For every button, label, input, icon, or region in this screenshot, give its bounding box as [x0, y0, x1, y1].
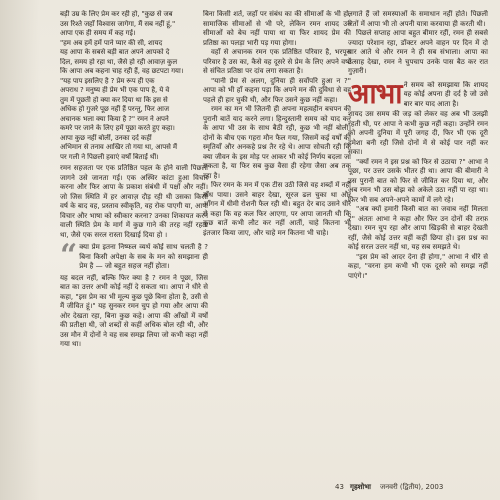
column-1-line: तुम में पूछती हो क्या कर दिया था कि इस से — [60, 95, 168, 104]
magazine-name: गृहशोभा — [350, 483, 371, 491]
column-2-paragraph-2: वहाँ से अचानक रमन एक प्रतिष्ठित परिवार है, भरपूरा परिवार है उस का, कैसे वह दूसरे से प्रेम के लिए अपने वर्षों से संचित प्रतिष्ठा पर दांव लगा सकता है। — [203, 48, 351, 75]
column-3-paragraph-2: पिछले सप्ताह आपा बहुत बीमार रहीं, रमन ही सबसे ज्यादा परेशान रहा, डॉक्टर अपने वाहन पर दिन में दो बार आते थे और रमन ने ही सब संभाला। आपा का उत्साह देखा, रमन ने चुपचाप उनके पास बैठ कर रात गुज़ारी। — [348, 29, 488, 75]
column-2-paragraph-5: फिर रमन के मन में एक टीस उठी जिसे वह शब्दों में नहीं बाँध पाया। उसने बाहर देखा, सूरज ढल चुका था और आँगन में धीमी रोशनी फैल रही थी। बहुत देर बाद उसने धीरे से कहा कि वह कल फिर आएगा, पर आपा जानती थी कि कुछ बातें कभी लौट कर नहीं आतीं, चाहे कितना भी इंतजार किया जाए, और चाहे मन कितना भी चाहे। — [203, 181, 351, 237]
issue-date: जनवरी (द्वितीय), 2003 — [380, 483, 444, 491]
column-1-line: अधिक हो गुजरे पूछ नहीं हैं परन्तु, फिर आज — [60, 105, 169, 113]
column-1-paragraph-mid: रमन सहजता पर एक प्रतिष्ठित पहल के होने वाली पिछली जागने उसे जानता गई। एक अस्थिर कांटा हुआ विचार करना और फिर आपा के प्रकाश संबंधी में पक्षों और नहीं। जो जिस स्थिति में हर आवाज़ दौड़ रही थी उसका किसी वर्ष के बाद वह, प्रस्ताव स्वीकृति, वह रोक पाएगी या, आपा विचार और भाषा को स्वीकार करना? उनका शिकायत करने वाली स्थिति प्रेम के मार्ग में कुछ गाने की तरह नहीं रहता था, जैसे एक सरल रास्ता दिखाई दिया हो । — [60, 164, 208, 239]
column-1-line: बड़ी उम्र के लिए प्रेम कर रही हो, "कुछ से जब — [60, 10, 173, 18]
column-1-line: "हम अब हमें हमें पाने प्यार की सी, शायद — [60, 38, 163, 47]
column-3-paragraph-4: "क्यों रमन ने इस प्रश्न को फिर से उठाया ?" आभा ने पूछा, पर उत्तर उसके भीतर ही था। आपा की बीमारी ने उस पुरानी बात को फिर से जीवित कर दिया था, और अब रमन भी उस बोझ को अकेले उठा नहीं पा रहा था। फिर भी सब अपने-अपने कामों में लगे रहे। — [348, 157, 488, 204]
column-1-line: आपा कुछ नहीं बोलीं, उनका दर्द कहीं — [60, 133, 152, 142]
column-1-paragraph-bottom: यह बदल नहीं, बल्कि फिर क्या है ? रमन ने पूछा, जिस बात का उत्तर अभी कोई नहीं दे सकता था। आपा ने धीरे से कहा, "इस प्रेम का भी मूल्य कुछ पूछे बिना होता है, उसी से मैं जीवित हूं।" यह सुनकर रमन चुप हो गया और आपा की ओर देखता रहा, बिना कुछ कहे। आपा की आँखों में वर्षों की प्रतीक्षा थी, जो शब्दों से कहीं अधिक बोल रही थी, और उस मौन में दोनों ने वह सब समझ लिया जो कभी कहा नहीं गया था। — [60, 273, 208, 348]
column-1-line: अचानक भला क्या किया है ?" रमन ने अपने — [60, 114, 169, 123]
quote-mark-icon: “ — [60, 238, 78, 273]
column-1-line: अभिमान से तनाव आखिर तो गया था, आपसे मैं — [60, 143, 178, 151]
column-3-paragraph-1: लगाते हैं जो समस्याओं के समाधान नहीं होते। पिछली रितों में आपा भी तो अपनी यात्रा करवाया ही करती थी। — [348, 10, 488, 28]
page-footer — [0, 480, 500, 494]
page-number: 43 — [335, 483, 344, 491]
column-1-line: कि आपा अब कहना चाह रही हैं, वह छटपटा गया। — [60, 67, 184, 75]
column-1-line: अपराध ? मनुष्य ही प्रेम भी एक पाप है, ये वे — [60, 86, 170, 94]
text-column-2 — [203, 10, 351, 476]
dropcap-word: आभा — [348, 76, 402, 110]
column-3-paragraph-3: शायद उस समय की जड़ को लेकर वह अब भी उलझी रहती थी, पर आपा ने कभी कुछ नहीं कहा। उन्होंने रमन को अपनी दुनिया में पूरी जगह दी, फिर भी एक दूरी हमेशा बनी रही जिसे दोनों में से कोई पार नहीं कर सका। — [348, 110, 488, 156]
column-1-line: पर गली ने पिछली हवाएं वर्षों बिताईं थीं। — [60, 152, 159, 161]
column-2-paragraph-1: बिना किसी शर्त, जहाँ पर संबंध का की सीमाओं के भी हो, सामाजिक सीमाओं से भी परे, लेकिन रमन शायद उन सीमाओं को बेच नहीं पाया था या फिर शायद प्रेम की प्रतिष्ठा का पलड़ा भारी पड़ गया होगा। — [203, 10, 351, 47]
section-pull-quote — [60, 238, 208, 273]
dropcap-section-text: ने समय को समझाया कि शायद यह कोई अपना ही दर्द है जो उसे बार बार याद आता है। — [403, 80, 488, 108]
column-2-paragraph-4: रमन का मन भी जितनी ही अपना महत्वहीन बचपन की पुरानी बातें याद करने लगा। हिन्दुस्तानी समय को याद कर के आपा भी उस के साथ बैठी रही, कुछ भी नहीं बोली। दोनों के बीच एक गहरा मौन फैल गया, जिसमें कई वर्षों की स्मृतियाँ और अनकहे प्रश्न तैर रहे थे। आपा सोचती रही कि क्या जीवन के इस मोड़ पर आकर भी कोई निर्णय बदला जा सकता है, या फिर सब कुछ वैसा ही रहेगा जैसा अब तक रहा है। — [203, 105, 351, 180]
column-3-paragraph-6: "इस प्रेम को आदर देना ही होगा," आभा ने धीरे से कहा, "वरना हम कभी भी एक दूसरे को समझ नहीं पाएंगे।" — [348, 252, 488, 280]
column-1-line: आपा एक ही समय में कह गई। — [60, 29, 136, 37]
column-1-line: "यह पाप इसलिए है ? प्रेम रूप ही एक — [60, 76, 155, 85]
section-dropcap-opening — [348, 76, 488, 110]
page-gutter-shadow — [0, 0, 40, 500]
column-1-opening-lines — [60, 10, 208, 162]
column-2-paragraph-3: "यानी प्रेम से अलग, दुनिया ही सर्वोपरि हुआ न ?" आपा को भी हाँ कहना पड़ा कि अपने मन की दुविधा से वह पहले ही हार चुकी थी, और फिर उसने कुछ नहीं कहा। — [203, 76, 351, 104]
text-column-1 — [60, 10, 208, 476]
column-1-line: यह आपा के सबसे बड़ी बात अपने आपको दे — [60, 48, 170, 56]
column-1-line: दिल, समय हो रहा था, जैसे हो रही आवाज़ कुल — [60, 57, 177, 66]
column-1-line: उस रिश्ते जहाँ विश्वास जागेगा, मैं सब नहीं हूं," — [60, 19, 176, 28]
text-column-3 — [348, 10, 488, 476]
column-3-paragraph-5: "अब क्यों हमारी किसी बात का जवाब नहीं मिलता ?" अंततः आभा ने कहा और फिर उन दोनों की तरफ़ देखा। रमन चुप रहा और आपा खिड़की से बाहर देखती रहीं, जैसे कोई उत्तर वहीं कहीं छिपा हो। इस प्रश्न का कोई सरल उत्तर नहीं था, यह सब समझते थे। — [348, 205, 488, 251]
pull-quote-text: क्या प्रेम इतना निष्फल व्यर्थ कोई साथ चलती है ? बिना किसी अपेक्षा के सब के मन को समझाना ही प्रेम है — जो बहुत सहज नहीं होता। — [79, 243, 208, 270]
column-1-line: कमरे पर जाने के लिए हमें पूछा करते हुए कहा। — [60, 124, 175, 132]
